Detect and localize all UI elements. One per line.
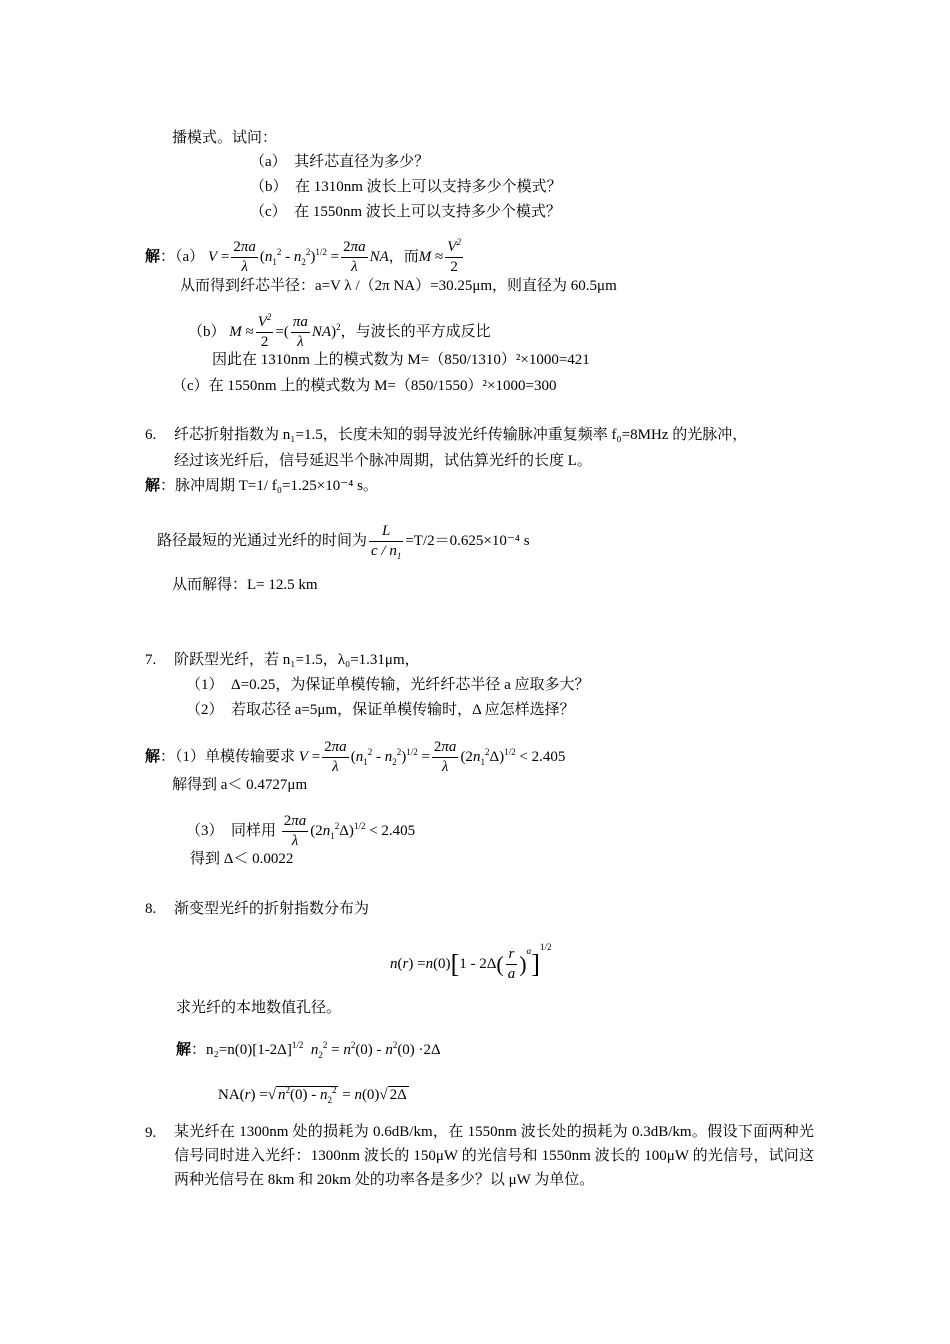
q6-text-line1: 纤芯折射指数为 n₁=1.5，长度未知的弱导波光纤传输脉冲重复频率 f₀=8MHz 的光脉冲，	[174, 427, 748, 443]
solution-label: 解	[145, 248, 161, 265]
q5-solution-radius: 从而得到纤芯半径：a=V λ /（2π NA）=30.25μm，则直径为 60.5μm	[180, 278, 617, 294]
q8-text: 渐变型光纤的折射指数分布为	[174, 901, 370, 917]
q5-intro: 播模式。试问：	[172, 130, 278, 146]
q8-solution: 解：$n_2=n(0)[1-2\Delta]^{1/2}$ $n_2^2 = n^2(0) - n^2(0) \cdot 2\Delta$	[176, 1040, 441, 1060]
q5-solution-b: （b） M ≈ $\frac{V^2}{2}$ =( $\frac{\pi a}{\lambda}$ NA)$^2$，与波长的平方成反比	[188, 312, 491, 350]
q5-solution-a: 解：（a） V = $\frac{2\pi a}{\lambda}$ $(n_1^2 - n_2^2)^{1/2}$ = $\frac{2\pi a}{\lambda}$ NA，而M ≈ $\frac{V^2}{2}$	[145, 237, 461, 275]
q7-item-2: （2） 若取芯径 a=5μm，保证单模传输时，Δ 应怎样选择？	[186, 702, 575, 718]
q6-solution-1: 解：脉冲周期 T=1/ f₀=1.25×10⁻⁴ s。	[145, 478, 378, 494]
solution-label: 解	[145, 748, 161, 765]
q5-result-1550: （c）在 1550nm 上的模式数为 M=（850/1550）²×1000=300	[172, 378, 557, 394]
q5-part-c: （c） 在 1550nm 波长上可以支持多少个模式？	[250, 204, 561, 220]
solution-label: 解	[145, 478, 161, 494]
q7-text: 阶跃型光纤，若 n₁=1.5，λ₀=1.31μm，	[174, 652, 420, 668]
q6-solution-2: 路径最短的光通过光纤的时间为 $\frac{L}{c / n_1}$ =T/2＝0.625×10⁻⁴ s	[157, 523, 530, 561]
q7-solution-1: 解：（1）单模传输要求 V = $\frac{2\pi a}{\lambda}$ $(n_1^2 - n_2^2)^{1/2}$ = $\frac{2\pi a}{\lambda}$ $(2n_1^2\Delta)^{1/2} < 2.405$	[145, 739, 566, 775]
q6-solution-3: 从而解得：L= 12.5 km	[172, 577, 318, 593]
q8-na-equation: NA(r) =√ $n^2(0) - n_2^2 = n(0)√$ 2Δ	[218, 1085, 407, 1105]
q7-solution-3: （3） 同样用 $\frac{2\pi a}{\lambda}$ $(2n_1^2\Delta)^{1/2} < 2.405$	[186, 813, 416, 849]
q7-solution-2: 解得到 a＜ 0.4727μm	[172, 777, 308, 793]
q5-part-a: （a） 其纤芯直径为多少？	[250, 154, 430, 170]
q8-equation: n(r) =n(0)[1 - 2Δ( $\frac{r}{a}$ )$^\alpha$]$^{1/2}$	[390, 941, 552, 982]
q7-item-1: （1） Δ=0.25，为保证单模传输，光纤纤芯半径 a 应取多大？	[186, 677, 590, 693]
q9-text: 某光纤在 1300nm 处的损耗为 0.6dB/km，在 1550nm 波长处的损耗为 0.3dB/km。假设下面两种光信号同时进入光纤：1300nm 波长的 150μW 的光信号和 1550nm 波长的 100μW 的光信号，试问这两种光信号在 8km 和 20km 处的功率各是多少？以 μW 为单位。	[174, 1124, 814, 1188]
q7-number: 7.	[145, 652, 157, 668]
q5-result-1310: 因此在 1310nm 上的模式数为 M=（850/1310）²×1000=421	[212, 352, 590, 368]
q8-number: 8.	[145, 901, 157, 917]
q7-solution-4: 得到 Δ＜ 0.0022	[190, 851, 294, 867]
q6-text-line2: 经过该光纤后，信号延迟半个脉冲周期，试估算光纤的长度 L。	[174, 453, 592, 469]
solution-label: 解	[176, 1042, 192, 1058]
q6-number: 6.	[145, 427, 157, 443]
q9-number: 9.	[145, 1125, 157, 1141]
q8-ask: 求光纤的本地数值孔径。	[176, 1000, 342, 1016]
q5-part-b: （b） 在 1310nm 波长上可以支持多少个模式？	[250, 179, 562, 195]
